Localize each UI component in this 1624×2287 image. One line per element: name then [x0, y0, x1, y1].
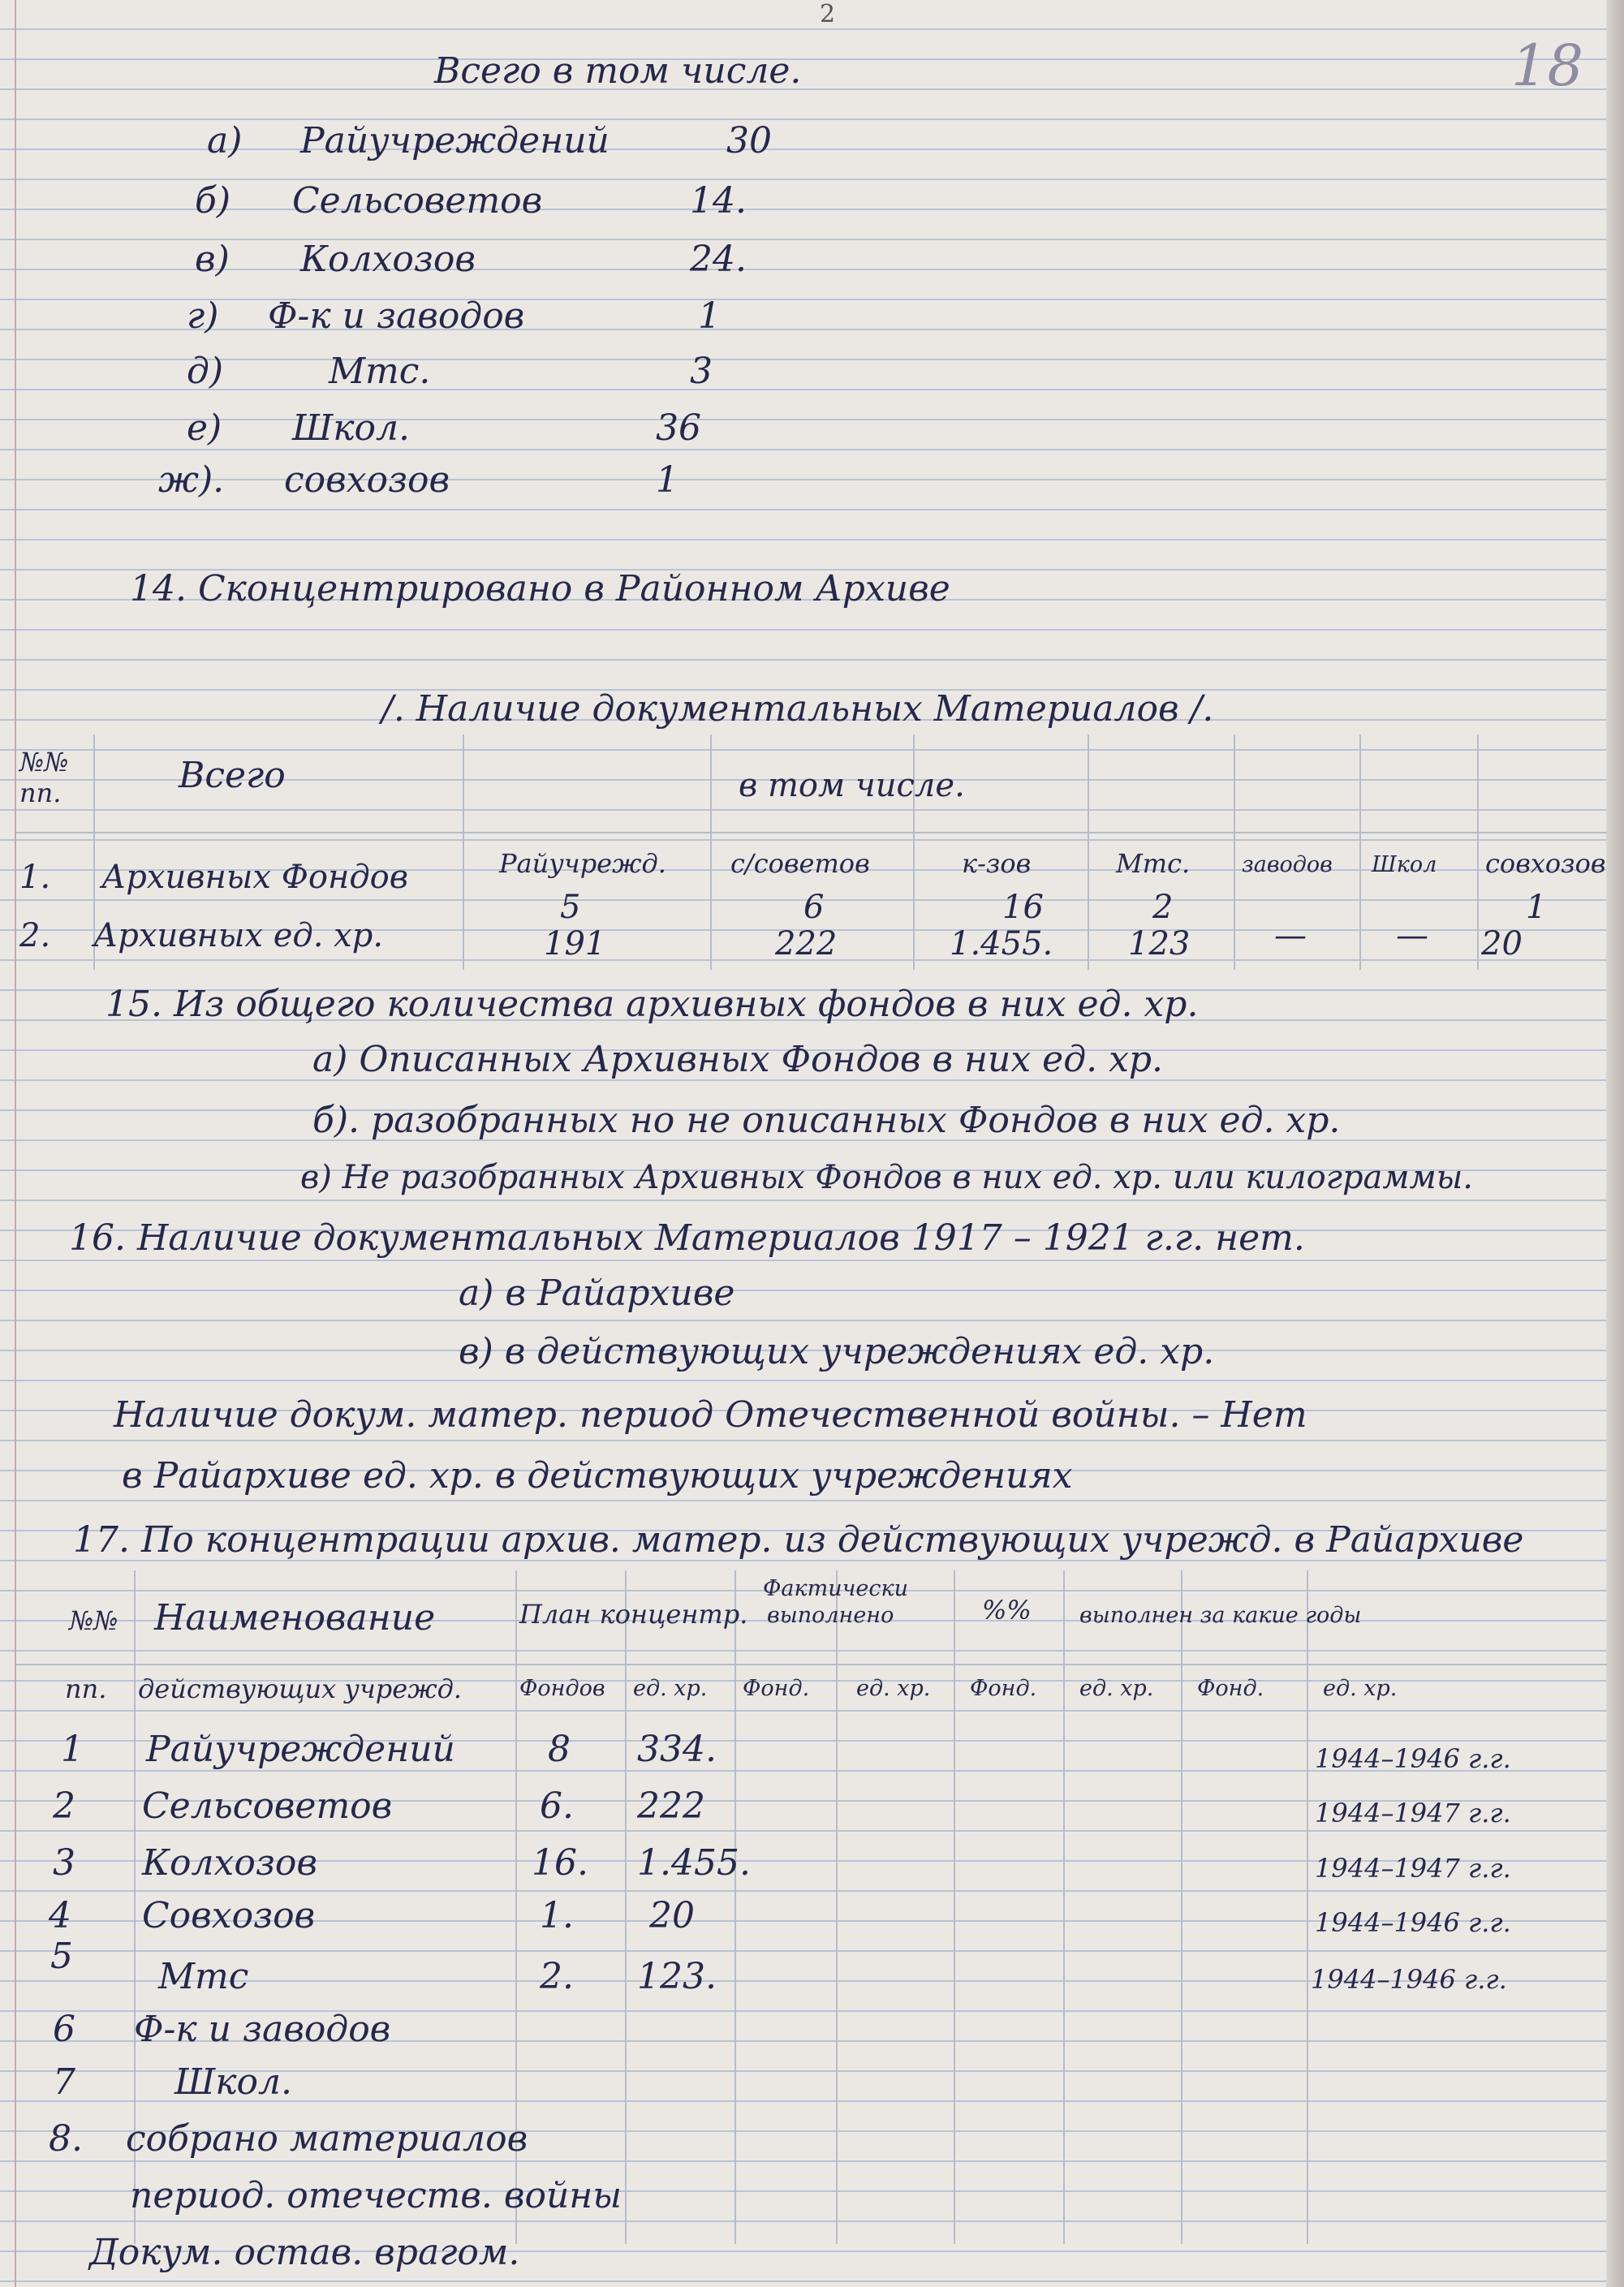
- section-14-subheading: /. Наличие документальных Материалов /.: [381, 688, 1214, 730]
- col-header: к-зов: [962, 848, 1032, 879]
- section-15-heading: 15. Из общего количества архивных фондов в них ед. хр.: [106, 984, 1199, 1025]
- plan-fonds: 2.: [540, 1956, 574, 1997]
- summary-value: 1: [656, 459, 678, 501]
- col-header: совхозов: [1485, 848, 1606, 879]
- top-mark: 2: [820, 0, 836, 28]
- section-17-heading: 17. По концентрации архив. матер. из действующих учрежд. в Райархиве: [73, 1519, 1524, 1561]
- row-number: 6: [53, 2009, 75, 2050]
- col-header-percent: %%: [982, 1595, 1032, 1626]
- table-rule: [16, 832, 1607, 833]
- summary-value: 1: [698, 295, 721, 337]
- section-15-item-b: б). разобранных но не описанных Фондов в них ед. хр.: [312, 1100, 1341, 1141]
- summary-label: Райучреждений: [300, 120, 610, 162]
- cell-value: 20: [1481, 925, 1523, 963]
- row-name: Школ.: [174, 2061, 292, 2103]
- cell-value: —: [1396, 917, 1428, 954]
- cell-value: 1: [1526, 889, 1547, 926]
- table-rule: [16, 1664, 1607, 1665]
- table-rule: [954, 1570, 955, 2244]
- table-rule: [1063, 1570, 1065, 2244]
- cell-value: 1.455.: [950, 925, 1053, 963]
- cell-value: 16: [1002, 889, 1044, 926]
- table-rule: [1477, 734, 1479, 970]
- section-15-item-a: а) Описанных Архивных Фондов в них ед. хр.: [312, 1039, 1164, 1080]
- row-docs-left-by-enemy: Докум. остав. врагом.: [89, 2232, 520, 2273]
- row-number: 2: [53, 1785, 75, 1827]
- table-rule: [836, 1570, 838, 2244]
- col-header-number: №№: [69, 1605, 118, 1636]
- col-subheader: Фонд.: [743, 1676, 810, 1701]
- cell-value: 2: [1152, 889, 1174, 926]
- row-name: Райучреждений: [146, 1729, 455, 1770]
- col-subheader: ед. хр.: [1079, 1676, 1154, 1701]
- summary-letter: ж).: [158, 459, 225, 501]
- plan-units: 1.455.: [637, 1842, 751, 1884]
- plan-units: 334.: [637, 1729, 717, 1770]
- years-range: 1944–1946 г.г.: [1315, 1907, 1511, 1938]
- table-rule: [710, 734, 712, 970]
- plan-units: 123.: [637, 1956, 717, 1997]
- summary-label: Ф-к и заводов: [268, 295, 525, 337]
- summary-letter: а): [207, 120, 243, 162]
- table-rule: [1359, 734, 1361, 970]
- row-name: собрано материалов: [126, 2118, 528, 2160]
- summary-label: совхозов: [284, 459, 450, 501]
- summary-letter: б): [195, 180, 231, 222]
- col-header: с/советов: [730, 848, 870, 879]
- page-spine-edge: [1606, 0, 1624, 2287]
- plan-units: 20: [649, 1895, 695, 1936]
- summary-label: Колхозов: [300, 239, 476, 280]
- years-range: 1944–1947 г.г.: [1315, 1853, 1511, 1884]
- col-header-years: выполнен за какие годы: [1079, 1603, 1362, 1628]
- row-name: Ф-к и заводов: [134, 2009, 391, 2050]
- summary-letter: г): [187, 295, 219, 337]
- table-rule: [734, 1570, 736, 2244]
- summary-title: Всего в том числе.: [434, 50, 802, 92]
- plan-units: 222: [637, 1785, 705, 1827]
- summary-letter: д): [187, 351, 224, 392]
- row-label: Архивных ед. хр.: [93, 917, 384, 954]
- col-header-fact: выполнено: [767, 1603, 894, 1628]
- row-number: 1: [61, 1729, 84, 1770]
- section-16-item-a: а) в Райархиве: [459, 1273, 735, 1314]
- cell-value: 191: [544, 925, 606, 963]
- col-header-number: №№ пп.: [19, 747, 69, 808]
- page-number: 18: [1511, 32, 1584, 99]
- summary-value: 14.: [690, 180, 747, 222]
- war-docs-line-1: Наличие докум. матер. период Отечественной войны. – Нет: [114, 1394, 1307, 1436]
- row-name: Мтс: [158, 1956, 249, 1997]
- row-number: 7: [53, 2061, 75, 2103]
- col-header-name: Наименование: [154, 1597, 436, 1639]
- cell-value: 123: [1128, 925, 1191, 963]
- years-range: 1944–1946 г.г.: [1311, 1964, 1507, 1995]
- col-header: Мтс.: [1116, 848, 1191, 879]
- summary-label: Школ.: [292, 407, 410, 449]
- cell-value: 222: [775, 925, 838, 963]
- row-number: 8.: [49, 2118, 83, 2160]
- table-rule: [1088, 734, 1089, 970]
- col-subheader: Фонд.: [1197, 1676, 1264, 1701]
- col-subheader: Фондов: [519, 1676, 605, 1701]
- plan-fonds: 16.: [532, 1842, 588, 1884]
- row-number: 1.: [19, 859, 51, 896]
- cell-value: 6: [803, 889, 825, 926]
- row-number: 2.: [19, 917, 51, 954]
- table-rule: [1234, 734, 1235, 970]
- summary-value: 24.: [690, 239, 747, 280]
- summary-value: 30: [726, 120, 772, 162]
- section-16-item-b: в) в действующих учреждениях ед. хр.: [459, 1331, 1215, 1372]
- col-header: заводов: [1242, 852, 1333, 877]
- war-docs-line-2: в Райархиве ед. хр. в действующих учреждениях: [122, 1455, 1073, 1497]
- cell-value: 5: [560, 889, 581, 926]
- row-name-continued: период. отечеств. войны: [130, 2175, 622, 2216]
- summary-letter: в): [195, 239, 230, 280]
- margin-line: [15, 0, 16, 2287]
- col-header: Райучрежд.: [499, 848, 666, 879]
- plan-fonds: 1.: [540, 1895, 574, 1936]
- years-range: 1944–1946 г.г.: [1315, 1743, 1511, 1774]
- summary-value: 36: [656, 407, 701, 449]
- years-range: 1944–1947 г.г.: [1315, 1798, 1511, 1828]
- row-number: 5: [50, 1936, 73, 1977]
- table-rule: [1307, 1570, 1308, 2244]
- col-header-total: Всего: [179, 755, 286, 796]
- row-number: 4: [49, 1895, 71, 1936]
- col-header-name: действующих учрежд.: [138, 1673, 463, 1704]
- col-subheader: ед. хр.: [1323, 1676, 1398, 1701]
- col-header-number: пп.: [65, 1673, 107, 1704]
- section-14-heading: 14. Сконцентрировано в Районном Архиве: [130, 568, 950, 609]
- row-number: 3: [53, 1842, 75, 1884]
- row-name: Сельсоветов: [142, 1785, 393, 1827]
- summary-value: 3: [690, 351, 713, 392]
- row-label: Архивных Фондов: [101, 859, 409, 896]
- row-name: Колхозов: [142, 1842, 317, 1884]
- col-header-included: в том числе.: [739, 767, 965, 804]
- col-subheader: ед. хр.: [633, 1676, 708, 1701]
- table-rule: [625, 1570, 627, 2244]
- col-header-fact: Фактически: [763, 1576, 909, 1601]
- section-16-heading: 16. Наличие документальных Материалов 1917 – 1921 г.г. нет.: [69, 1217, 1305, 1259]
- col-header-plan: План концентр.: [519, 1599, 748, 1630]
- summary-letter: е): [187, 407, 222, 449]
- cell-value: —: [1274, 917, 1307, 954]
- col-subheader: Фонд.: [970, 1676, 1037, 1701]
- summary-label: Сельсоветов: [292, 180, 543, 222]
- col-header: Школ: [1372, 852, 1437, 877]
- table-rule: [463, 734, 464, 970]
- summary-label: Мтс.: [329, 351, 431, 392]
- table-rule: [1181, 1570, 1182, 2244]
- col-subheader: ед. хр.: [856, 1676, 931, 1701]
- row-name: Совхозов: [142, 1895, 316, 1936]
- section-15-item-c: в) Не разобранных Архивных Фондов в них ед. хр. или килограммы.: [300, 1159, 1474, 1196]
- plan-fonds: 8: [548, 1729, 571, 1770]
- plan-fonds: 6.: [540, 1785, 574, 1827]
